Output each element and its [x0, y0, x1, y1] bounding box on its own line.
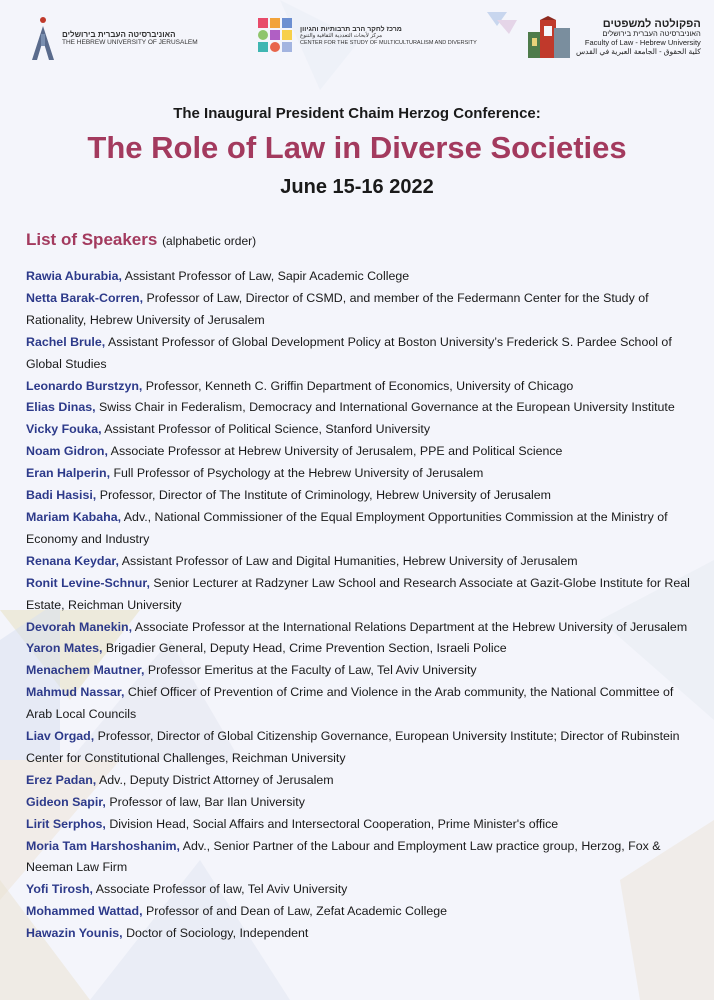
speaker-description: Assistant Professor of Global Development Policy at Boston University’s Frederick S. Pardee School of Global Studies: [26, 334, 672, 371]
speaker-description: Doctor of Sociology, Independent: [122, 926, 309, 941]
speaker-item: [26, 814, 702, 836]
speaker-item: [26, 419, 702, 441]
speaker-description: Adv., Deputy District Attorney of Jerusalem: [96, 772, 334, 787]
speaker-description: Professor, Kenneth C. Griffin Department of Economics, University of Chicago: [142, 378, 574, 393]
speaker-description: Assistant Professor of Law and Digital Humanities, Hebrew University of Jerusalem: [118, 553, 578, 568]
speaker-description: Division Head, Social Affairs and Intersectoral Cooperation, Prime Minister's office: [105, 816, 559, 831]
speakers-heading-note: (alphabetic order): [162, 234, 257, 248]
csmd-english-name: CENTER FOR THE STUDY OF MULTICULTURALISM AND DIVERSITY: [300, 39, 477, 46]
speaker-name: Yofi Tirosh,: [26, 882, 94, 897]
speakers-heading-label: List of Speakers: [26, 230, 158, 249]
speaker-description: Professor, Director of The Institute of Criminology, Hebrew University of Jerusalem: [96, 488, 551, 503]
speaker-name: Gideon Sapir,: [26, 794, 106, 809]
speaker-item: [26, 923, 702, 945]
speaker-item: [26, 617, 702, 639]
speaker-name: Elias Dinas,: [26, 400, 96, 415]
speaker-item: [26, 573, 702, 617]
law-hebrew-name: הפקולטה למשפטים: [602, 18, 701, 30]
speaker-item: [26, 792, 702, 814]
speaker-item: [26, 901, 702, 923]
speaker-name: Erez Padan,: [26, 772, 97, 787]
speaker-item: [26, 463, 702, 485]
conference-title: The Inaugural President Chaim Herzog Conference:: [173, 105, 541, 122]
speaker-description: Professor, Director of Global Citizenship Governance, European University Institute; Director of Rubinstein Center for Constitutional Challenges, Reichman University: [26, 729, 680, 765]
speaker-name: Eran Halperin,: [26, 466, 111, 481]
faculty-of-law-logo: [528, 16, 701, 60]
csmd-logo: [258, 18, 517, 54]
speaker-name: Rachel Brule,: [26, 334, 106, 349]
speaker-description: Chief Officer of Prevention of Crime and Violence in the Arab community, the National Committee of Arab Local Councils: [26, 685, 674, 722]
law-english-name: Faculty of Law - Hebrew University: [584, 38, 701, 47]
huji-hebrew-name: האוניברסיטה העברית בירושלים: [62, 30, 176, 39]
speaker-item: [26, 638, 702, 660]
speaker-item: [26, 485, 702, 507]
speaker-item: [26, 836, 702, 880]
speaker-description: Professor of Law, Director of CSMD, and member of the Federmann Center for the Study of Rationality, Hebrew University of Jerusalem: [26, 290, 649, 327]
speaker-item: [26, 332, 702, 376]
speaker-description: Associate Professor at the International Relations Department at the Hebrew University of Jerusalem: [132, 619, 688, 634]
speaker-description: Associate Professor of law, Tel Aviv University: [93, 882, 348, 897]
speaker-name: Ronit Levine-Schnur,: [26, 575, 150, 590]
speaker-name: Renana Keydar,: [26, 553, 119, 568]
speaker-list: [26, 266, 702, 945]
speaker-description: Assistant Professor of Law, Sapir Academic College: [121, 269, 410, 283]
csmd-mosaic-icon: [258, 18, 294, 54]
speaker-description: Professor Emeritus at the Faculty of Law, Tel Aviv University: [144, 663, 477, 678]
speaker-name: Netta Barak-Corren,: [26, 290, 144, 305]
speaker-item: [26, 770, 702, 792]
hebrew-university-emblem-icon: [30, 16, 56, 62]
speaker-item: [26, 266, 702, 288]
speaker-description: Adv., Senior Partner of the Labour and Employment Law practice group, Herzog, Fox & Neeman Law Firm: [26, 838, 661, 875]
speaker-item: [26, 507, 702, 551]
speaker-description: Senior Lecturer at Radzyner Law School and Research Associate at Gazit-Globe Institute for Real Estate, Reichman University: [26, 575, 690, 612]
speaker-item: [26, 551, 702, 573]
speaker-name: Leonardo Burstzyn,: [26, 378, 143, 393]
csmd-arabic-name: مركز لأبحاث التعددية الثقافية والتنوع: [300, 32, 383, 39]
speaker-name: Hawazin Younis,: [26, 926, 123, 941]
csmd-triangles-icon: [467, 12, 517, 42]
csmd-hebrew-name: מרכז לחקר הרב תרבותיות והגיוון: [300, 25, 402, 33]
speaker-name: Mahmud Nassar,: [26, 685, 125, 700]
speaker-item: [26, 397, 702, 419]
speakers-heading: [26, 230, 256, 250]
speaker-name: Rawia Aburabia,: [26, 269, 122, 283]
speaker-name: Yaron Mates,: [26, 641, 103, 656]
law-hebrew-subname: האוניברסיטה העברית בירושלים: [602, 29, 701, 38]
speaker-name: Badi Hasisi,: [26, 488, 97, 503]
speaker-name: Moria Tam Harshoshanim,: [26, 838, 180, 853]
speaker-name: Noam Gidron,: [26, 444, 108, 459]
logo-bar: [0, 10, 714, 70]
speaker-item: [26, 376, 702, 398]
huji-english-name: THE HEBREW UNIVERSITY OF JERUSALEM: [62, 39, 198, 46]
speaker-item: [26, 288, 702, 332]
speaker-name: Menachem Mautner,: [26, 663, 145, 678]
speaker-description: Professor of and Dean of Law, Zefat Academic College: [142, 904, 448, 919]
speaker-item: [26, 682, 702, 726]
hebrew-university-logo: [30, 16, 198, 62]
speaker-name: Devorah Manekin,: [26, 619, 133, 634]
speaker-item: [26, 660, 702, 682]
speaker-item: [26, 879, 702, 901]
speaker-name: Mohammed Wattad,: [26, 904, 143, 919]
law-arabic-name: كلية الحقوق - الجامعة العبرية في القدس: [576, 47, 701, 56]
speaker-name: Liav Orgad,: [26, 729, 95, 744]
speaker-description: Brigadier General, Deputy Head, Crime Prevention Section, Israeli Police: [102, 641, 507, 656]
speaker-name: Vicky Fouka,: [26, 422, 102, 437]
speaker-description: Professor of law, Bar Ilan University: [105, 794, 305, 809]
page-title: The Role of Law in Diverse Societies: [87, 130, 627, 165]
speaker-description: Swiss Chair in Federalism, Democracy and International Governance at the European University Institute: [95, 400, 675, 415]
faculty-building-icon: [528, 16, 570, 60]
speaker-item: [26, 441, 702, 463]
speaker-description: Associate Professor at Hebrew University of Jerusalem, PPE and Political Science: [107, 444, 563, 459]
speaker-name: Mariam Kabaha,: [26, 509, 122, 524]
speaker-item: [26, 726, 702, 770]
conference-date: June 15-16 2022: [280, 176, 434, 198]
speaker-name: Lirit Serphos,: [26, 816, 106, 831]
speaker-description: Assistant Professor of Political Science, Stanford University: [101, 422, 431, 437]
speaker-description: Adv., National Commissioner of the Equal Employment Opportunities Commission at the Ministry of Economy and Industry: [26, 509, 668, 546]
speaker-description: Full Professor of Psychology at the Hebrew University of Jerusalem: [110, 466, 484, 481]
